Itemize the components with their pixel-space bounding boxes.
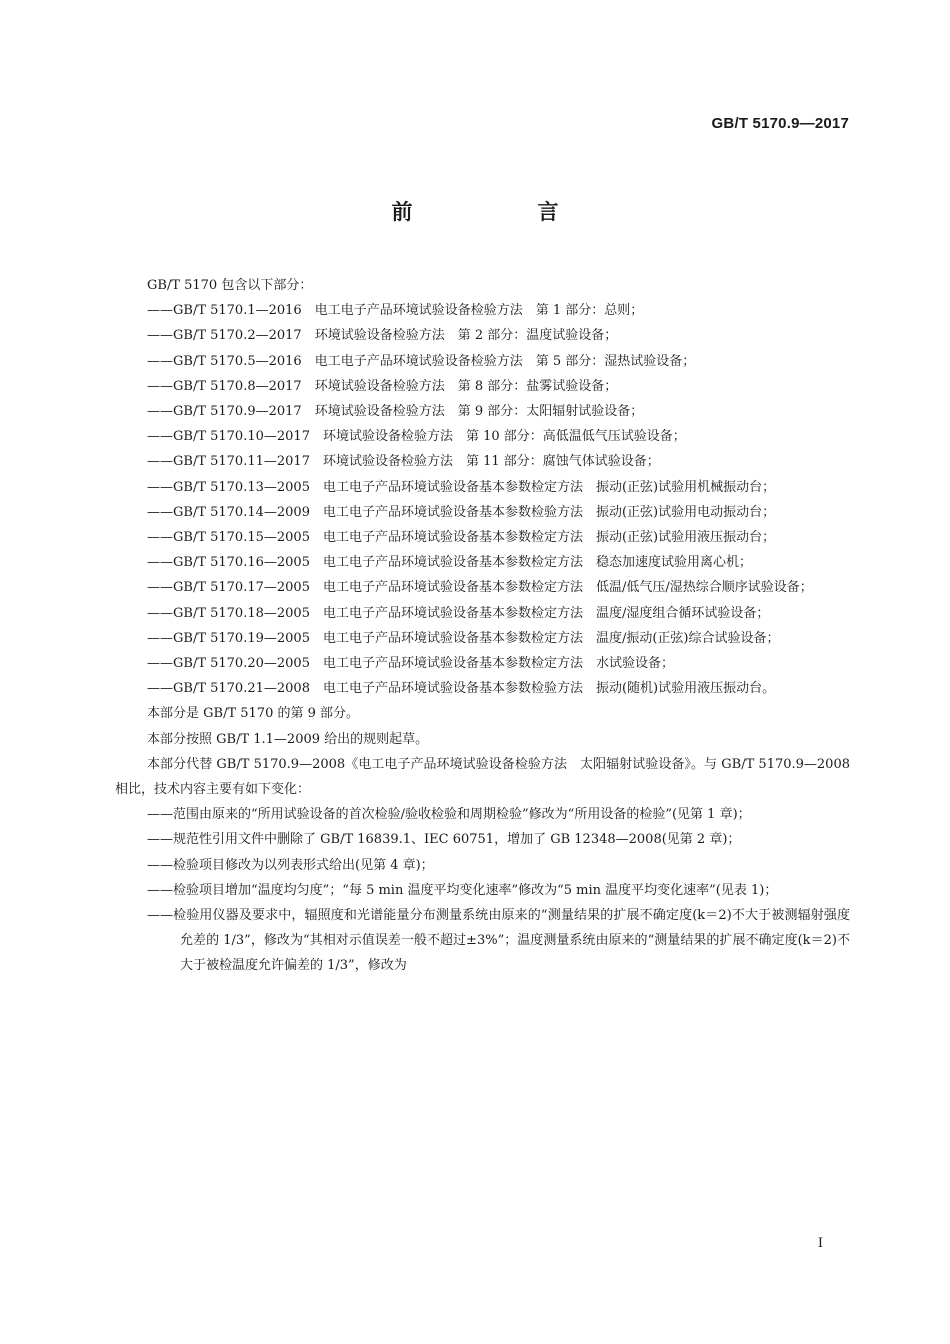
paragraph: 本部分按照 GB/T 1.1—2009 给出的规则起草。 xyxy=(147,731,429,747)
paragraph: 本部分代替 GB/T 5170.9—2008《电工电子产品环境试验设备检验方法 太阳辐射试验设备》。与 GB/T 5170.9—2008 相比，技术内容主要有如下变化： xyxy=(115,756,850,798)
list-item: ——GB/T 5170.9—2017 环境试验设备检验方法 第 9 部分：太阳辐射试验设备； xyxy=(147,404,644,420)
list-item: ——GB/T 5170.10—2017 环境试验设备检验方法 第 10 部分：高低温低气压试验设备； xyxy=(147,429,686,445)
list-item: ——GB/T 5170.17—2005 电工电子产品环境试验设备基本参数检定方法 低温/低气压/湿热综合顺序试验设备； xyxy=(147,580,813,596)
list-item: ——GB/T 5170.20—2005 电工电子产品环境试验设备基本参数检定方法 水试验设备； xyxy=(147,656,674,672)
list-item: ——GB/T 5170.1—2016 电工电子产品环境试验设备检验方法 第 1 部分：总则； xyxy=(147,303,644,319)
list-item: ——规范性引用文件中删除了 GB/T 16839.1、IEC 60751，增加了 GB 12348—2008(见第 2 章)； xyxy=(147,832,741,848)
preface-body xyxy=(115,273,850,979)
document-code: GB/T 5170.9—2017 xyxy=(711,115,849,132)
list-item: ——GB/T 5170.15—2005 电工电子产品环境试验设备基本参数检定方法 振动(正弦)试验用液压振动台； xyxy=(147,530,776,546)
list-item: ——GB/T 5170.8—2017 环境试验设备检验方法 第 8 部分：盐雾试验设备； xyxy=(147,378,618,394)
intro-line: GB/T 5170 包含以下部分： xyxy=(147,278,313,293)
list-item: ——GB/T 5170.18—2005 电工电子产品环境试验设备基本参数检定方法 温度/湿度组合循环试验设备； xyxy=(147,605,770,621)
list-item: ——GB/T 5170.11—2017 环境试验设备检验方法 第 11 部分：腐蚀气体试验设备； xyxy=(147,454,660,470)
list-item: ——检验项目修改为以列表形式给出(见第 4 章)； xyxy=(147,857,434,873)
page-number: I xyxy=(817,1236,823,1251)
list-item: ——GB/T 5170.21—2008 电工电子产品环境试验设备基本参数检验方法 振动(随机)试验用液压振动台。 xyxy=(147,681,776,697)
list-item: ——GB/T 5170.14—2009 电工电子产品环境试验设备基本参数检验方法 振动(正弦)试验用电动振动台； xyxy=(147,504,776,520)
parts-list xyxy=(115,298,850,701)
list-item: ——GB/T 5170.19—2005 电工电子产品环境试验设备基本参数检定方法 温度/振动(正弦)综合试验设备； xyxy=(147,630,780,646)
list-item: ——GB/T 5170.5—2016 电工电子产品环境试验设备检验方法 第 5 部分：湿热试验设备； xyxy=(147,353,696,369)
paragraph: 本部分是 GB/T 5170 的第 9 部分。 xyxy=(147,706,360,722)
list-item: ——GB/T 5170.13—2005 电工电子产品环境试验设备基本参数检定方法 振动(正弦)试验用机械振动台； xyxy=(147,479,776,495)
list-item: ——检验项目增加“温度均匀度”；“每 5 min 温度平均变化速率”修改为“5 min 温度平均变化速率”(见表 1)； xyxy=(147,882,778,898)
list-item: ——GB/T 5170.2—2017 环境试验设备检验方法 第 2 部分：温度试验设备； xyxy=(147,328,618,344)
list-item: ——检验用仪器及要求中，辐照度和光谱能量分布测量系统由原来的“测量结果的扩展不确定度(k＝2)不大于被测辐射强度允差的 1/3”，修改为“其相对示值误差一般不超过±3%”；温度测量系统由原来的“测量结果的扩展不确定度(k＝2)不大于被检温度允许偏差的 1/3”，修改为 xyxy=(147,908,850,974)
section-title: 前 言 xyxy=(391,200,611,224)
list-item: ——GB/T 5170.16—2005 电工电子产品环境试验设备基本参数检定方法 稳态加速度试验用离心机； xyxy=(147,555,752,571)
list-item: ——范围由原来的“所用试验设备的首次检验/验收检验和周期检验”修改为“所用设备的检验”(见第 1 章)； xyxy=(147,807,751,823)
changes-list xyxy=(115,802,850,978)
